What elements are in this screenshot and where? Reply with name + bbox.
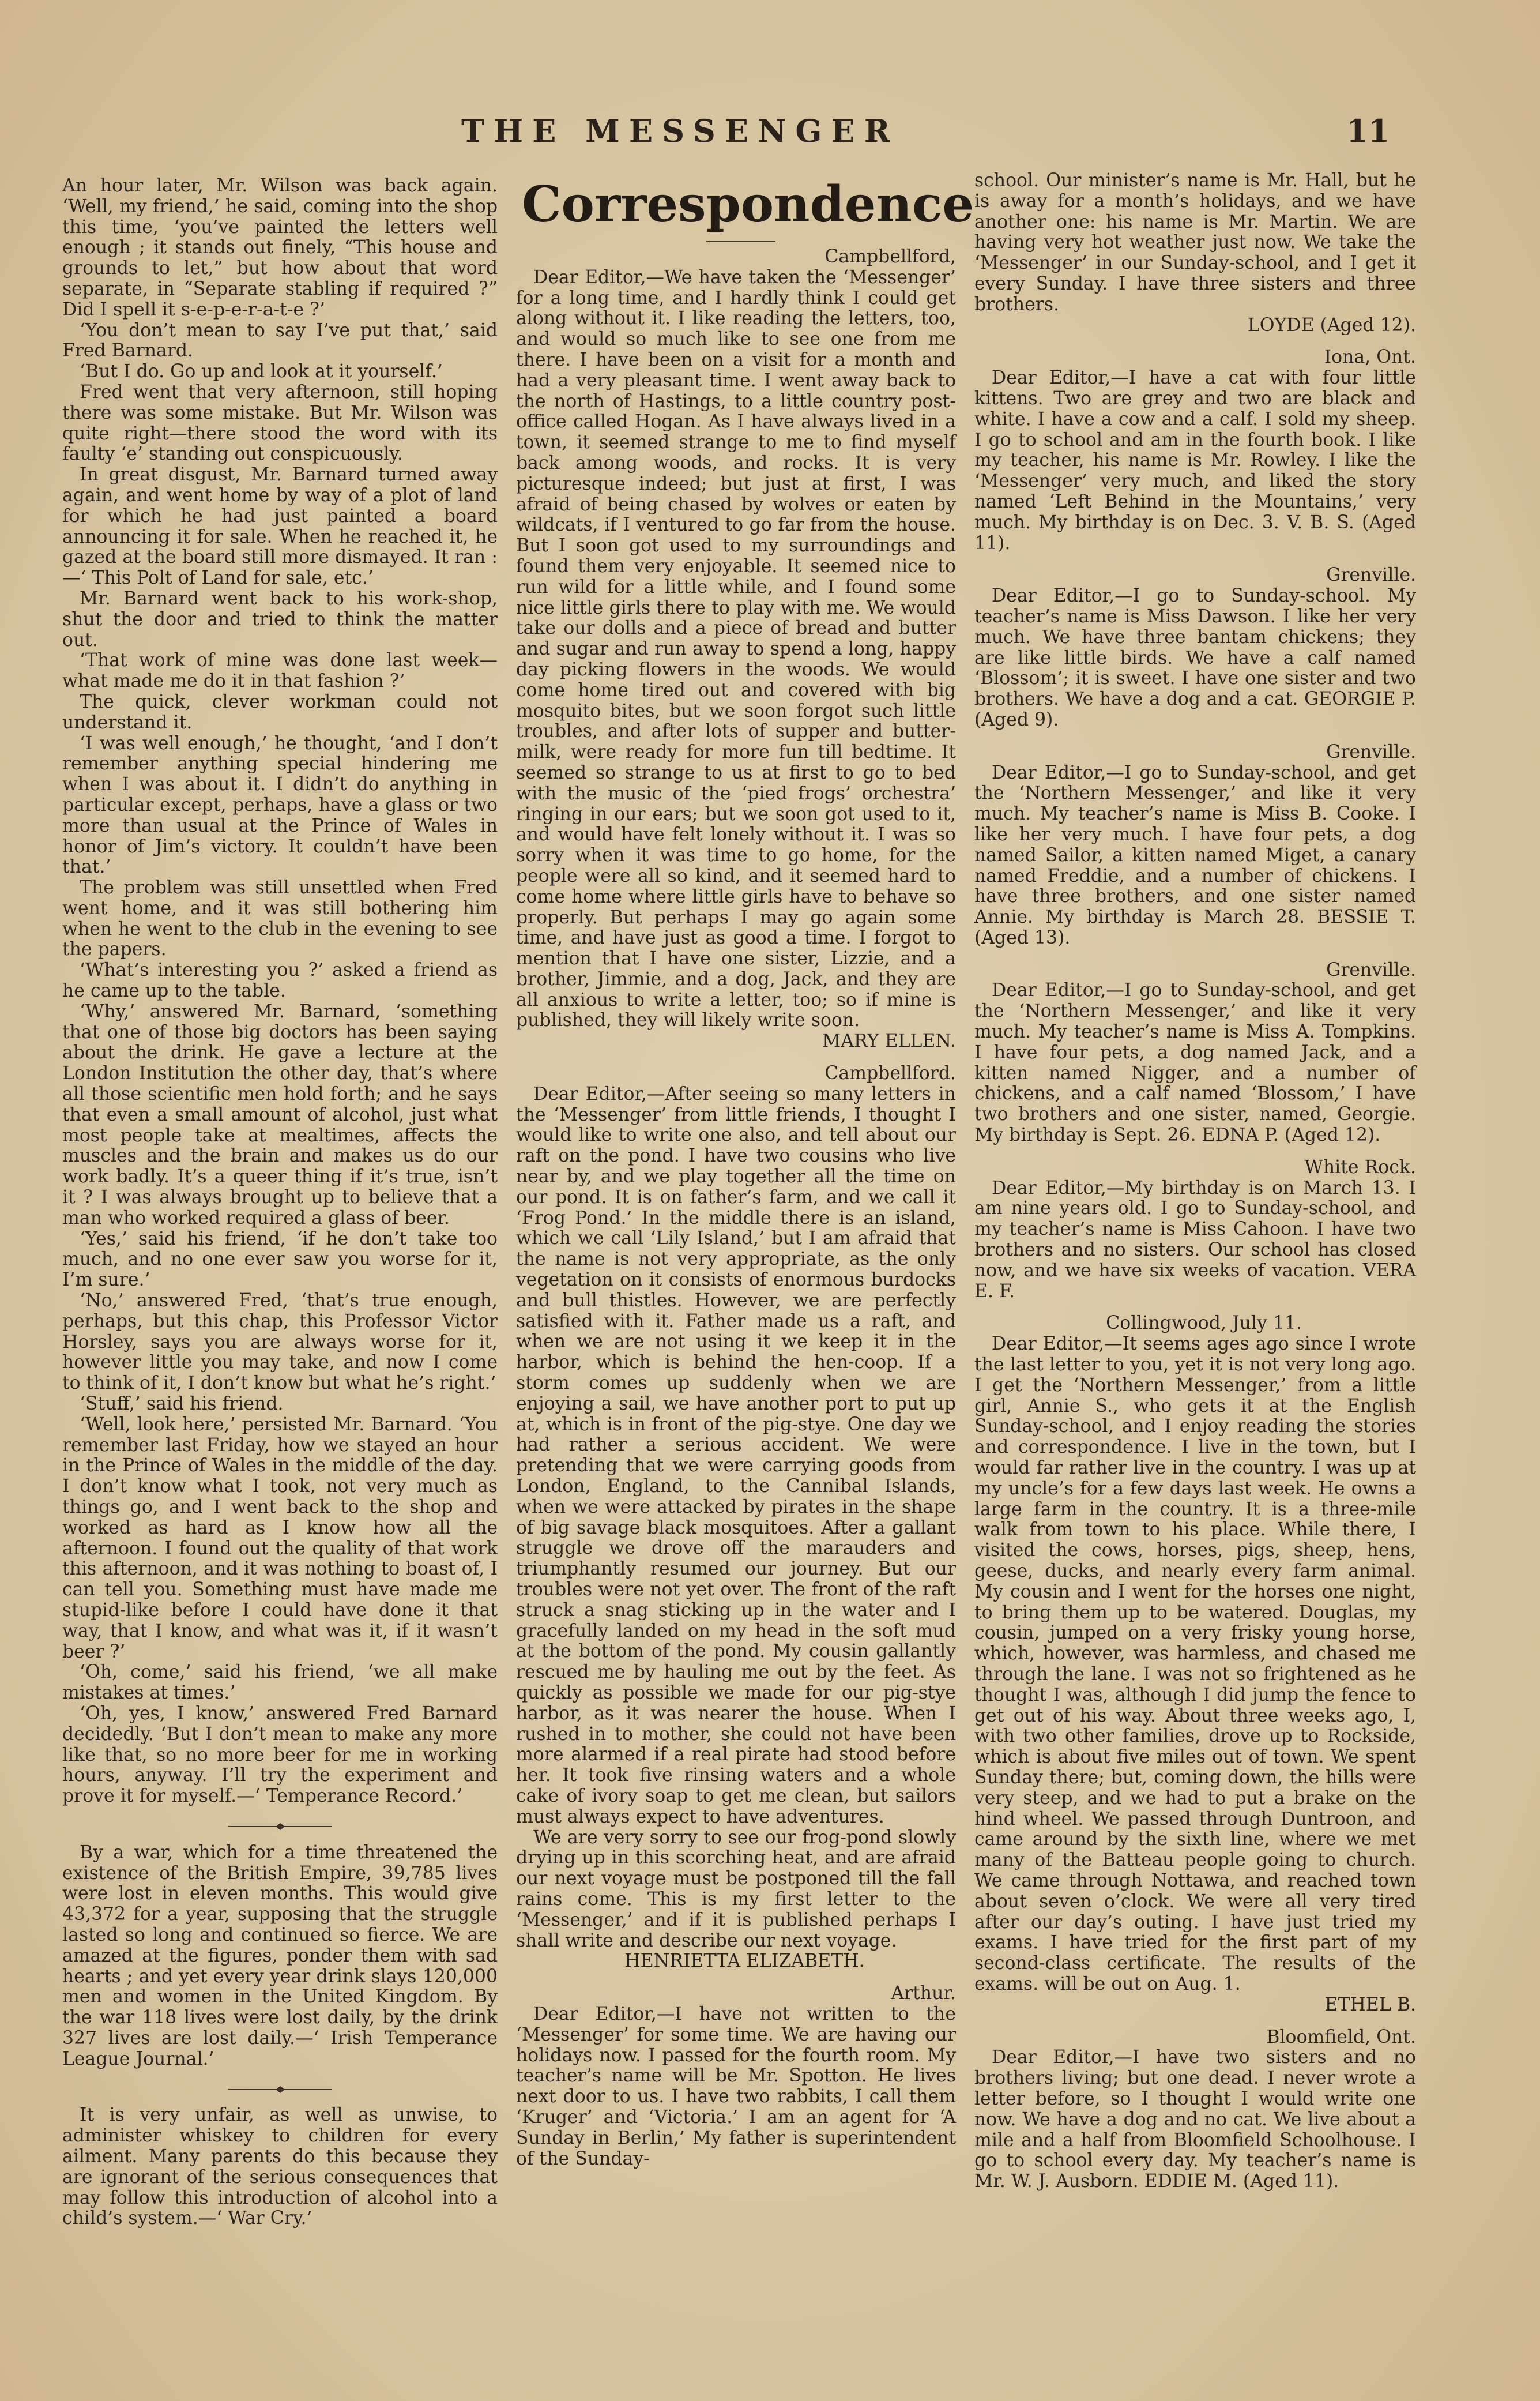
story-paragraph: ‘Oh, come,’ said his friend, ‘we all make mistakes at times.’ [62, 1662, 498, 1704]
letter-body: Dear Editor,—I go to Sunday-school, and get the ‘Northern Messenger,’ and like it very much. My teacher’s name is Miss A. Tompkins. I have four pets, a dog named Jack, and a kitten named Nigger, and a number of chickens, and a calf named ‘Blossom,’ I have two brothers and one sister, named, Georgie. My birthday is Sept. 26. EDNA P. (Aged 12). [974, 980, 1416, 1146]
letter-signature: MARY ELLEN. [822, 1031, 956, 1052]
section-heading: Correspondence [522, 175, 974, 234]
ornamental-divider [62, 2078, 498, 2099]
page-number: 11 [1346, 112, 1390, 149]
letter-place: Arthur. [891, 1983, 956, 2004]
story-paragraph: In great disgust, Mr. Barnard turned away again, and went home by way of a plot of land for which he had just painted a board announcing it for sale. When he reached it, he gazed at the board still more dismayed. It ran :—‘ This Polt of Land for sale, etc.’ [62, 464, 498, 589]
letter-place: Grenville. [1326, 741, 1416, 762]
letter-signature: LOYDE (Aged 12). [1247, 314, 1416, 336]
story-paragraph: The quick, clever workman could not understand it. [62, 691, 498, 733]
story-paragraph: ‘What’s interesting you ?’ asked a friend as he came up to the table. [62, 960, 498, 1002]
letter-place: Iona, Ont. [1324, 347, 1416, 368]
letter-body: Dear Editor,—It seems ages ago since I wrote the last letter to you, yet it is not very long ago. I get the ‘Northern Messenger,’ from a little girl, Annie S., who gets it at the English Sunday-school, and I enjoy reading the stories and correspondence. I live in the town, but I would far rather live in the country. I was up at my uncle’s for a few days last week. He owns a large farm in the country. It is a three-mile walk from town to his place. While there, I visited the cows, horses, pigs, sheep, hens, geese, ducks, and nearly every farm animal. My cousin and I went for the horses one night, to bring them up to be watered. Douglas, my cousin, jumped on a very frisky young horse, which, however, was harmless, and chased me through the lane. I was not so frightened as he thought I was, although I did jump the fence to get out of his way. About three weeks ago, I, with two other families, drove up to Rockside, which is about five miles out of town. We spent Sunday there; but, coming down, the hills were very steep, and we had to put a brake on the hind wheel. We passed through Duntroon, and came around by the sixth line, where we met many of the Batteau people going to church. We came through Nottawa, and reached town about seven o’clock. We were all very tired after our day’s outing. I have just tried my exams. I have tried for the first part of my second-class certificate. The results of the exams. will be out on Aug. 1. [974, 1333, 1416, 1994]
masthead [0, 112, 1540, 153]
story-paragraph: ‘That work of mine was done last week—what made me do it in that fashion ?’ [62, 650, 498, 692]
letter-place: Grenville. [1326, 959, 1416, 980]
column-letters [974, 171, 1416, 2192]
filler-paragraph: It is very unfair, as well as unwise, to administer whiskey to children for every ailment. Many parents do this because they are ignorant of the serious consequences that may follow this introduction of alcohol into a child’s system.—‘ War Cry.’ [62, 2105, 498, 2229]
story-paragraph: An hour later, Mr. Wilson was back again. ‘Well, my friend,’ he said, coming into the shop this time, ‘you’ve painted the letters well enough ; it stands out finely, “This house and grounds to let,” but how about that word separate, in “Separate stabling if required ?” Did I spell it s-e-p-e-r-a-t-e ?’ [62, 175, 498, 320]
story-paragraph: ‘Stuff,’ said his friend. [80, 1393, 284, 1415]
story-paragraph: ‘I was well enough,’ he thought, ‘and I don’t remember anything special hindering me when I was about it. I didn’t do anything in particular except, perhaps, have a glass or two more than usual at the Prince of Wales in honor of Jim’s victory. It couldn’t have been that.’ [62, 732, 498, 878]
story-paragraph: ‘You don’t mean to say I’ve put that,’ said Fred Barnard. [62, 320, 498, 362]
letter-body: Dear Editor,—I have a cat with four little kittens. Two are grey and two are black and white. I have a cow and a calf. I sold my sheep. I go to school and am in the fourth book. I like my teacher, his name is Mr. Rowley. I like the ‘Messenger’ very much, and liked the story named ‘Left Behind in the Mountains,’ very much. My birthday is on Dec. 3. V. B. S. (Aged 11). [974, 367, 1416, 554]
letter-place: Grenville. [1326, 565, 1416, 586]
letter-signature: HENRIETTA ELIZABETH. [624, 1951, 865, 1972]
ornamental-divider [62, 1815, 498, 1836]
letter-body: Dear Editor,—I have two sisters and no brothers living; but one dead. I never wrote a letter before, so I thought I would write one now. We have a dog and no cat. We live about a mile and a half from Bloomfield Schoolhouse. I go to school every day. My teacher’s name is Mr. W. J. Ausborn. EDDIE M. (Aged 11). [974, 2047, 1416, 2192]
letter-place: Campbellford, [824, 246, 956, 267]
column-correspondence [516, 175, 974, 2169]
story-paragraph: The problem was still unsettled when Fred went home, and it was still bothering him when he went to the club in the evening to see the papers. [62, 877, 498, 960]
story-paragraph: Fred went that very afternoon, still hoping there was some mistake. But Mr. Wilson was quite right—there stood the word with its faulty ‘e’ standing out conspicuously. [62, 381, 498, 465]
letter-body: Dear Editor,—I go to Sunday-school, and get the ‘Northern Messenger,’ and like it very much. My teacher’s name is Miss B. Cooke. I like her very much. I have four pets, a dog named Sailor, a kitten named Miget, a canary named Freddie, and a number of chickens. I have three brothers, and one sister named Annie. My birthday is March 28. BESSIE T. (Aged 13). [974, 762, 1416, 948]
newspaper-title: THE MESSENGER [461, 112, 899, 149]
letter-place: Campbellford. [824, 1063, 956, 1084]
column-story [62, 176, 498, 2229]
letter-place: White Rock. [1304, 1156, 1416, 1178]
letter-body: Dear Editor,—We have taken the ‘Messenger’ for a long time, and I hardly think I could get along without it. I like reading the letters, too, and would so much like to see one from me there. I have been on a visit for a month and had a very pleasant time. I went away back to the north of Hastings, to a little country post-office called Hogan. As I have always lived in a town, it seemed strange to me to find myself back among woods, and rocks. It is very picturesque indeed; but just at first, I was afraid of being chased by wolves or eaten by wildcats, if I ventured to go far from the house. But I soon got used to my surroundings and found them very enjoyable. It seemed nice to run wild for a little while, and I found some nice little girls there to play with me. We would take our dolls and a piece of bread and butter and sugar and run away to spend a long, happy day picking flowers in the woods. We would come home tired out and covered with big mosquito bites, but we soon forgot such little troubles, and after lots of supper and butter-milk, were ready for more fun till bedtime. It seemed so strange to us at first to go to bed with the music of the ‘pied frogs’ orchestra’ ringing in our ears; but we soon got used to it, and would have felt lonely without it. I was so sorry when it was time to go home, for the people were all so kind, and it seemed hard to come home where little girls have to behave so properly. But perhaps I may go again some time, and have just as good a time. I forgot to mention that I have one sister, Lizzie, and a brother, Jimmie, and a dog, Jack, and they are all anxious to write a letter, too; so if mine is published, they will likely write soon. [516, 266, 956, 1031]
letter-place: Collingwood, July 11. [1106, 1313, 1302, 1334]
letter-place: Bloomfield, Ont. [1266, 2026, 1416, 2047]
filler-paragraph: By a war, which for a time threatened the existence of the British Empire, 39,785 lives were lost in eleven months. This would give 43,372 for a year, supposing that the struggle lasted so long and continued so fierce. We are amazed at the figures, ponder them with sad hearts ; and yet every year drink slays 120,000 men and women in the United Kingdom. By the war 118 lives were lost daily, by the drink 327 lives are lost daily.—‘ Irish Temperance League Journal.’ [62, 1842, 498, 2069]
letter-body: Dear Editor,—After seeing so many letters in the ‘Messenger’ from little friends, I thought I would like to write one also, and tell about our raft on the pond. I have two cousins who live near by, and we play together all the time on our pond. It is on father’s farm, and we call it ‘Frog Pond.’ In the middle there is an island, which we call ‘Lily Island,’ but I am afraid that the name is not very appropriate, as the only vegetation on it consists of enormous burdocks and bull thistles. However, we are perfectly satisfied with it. Father made us a raft, and when we are not using it we keep it in the harbor, which is behind the hen-coop. If a storm comes up suddenly when we are enjoying a sail, we have another port to put up at, which is in front of the pig-stye. One day we had rather a serious accident. We were pretending that we were carrying goods from London, England, to the Cannibal Islands, when we were attacked by pirates in the shape of big savage black mosquitoes. After a gallant struggle we drove off the marauders and triumphantly resumed our journey. But our troubles were not yet over. The front of the raft struck a snag sticking up in the water and I gracefully landed on my head in the soft mud at the bottom of the pond. My cousin gallantly rescued me by hauling me out by the feet. As quickly as possible we made for our pig-stye harbor, as it was nearer the house. When I rushed in to mother, she could not have been more alarmed if a real pirate had stood before her. It took five rinsing waters and a whole cake of ivory soap to get me clean, but sailors must always expect to have adventures. [516, 1083, 956, 1827]
story-paragraph: ‘No,’ answered Fred, ‘that’s true enough, perhaps, but this chap, this Professor Victor Horsley, says you are always worse for it, however little you may take, and now I come to think of it, I don’t know but what he’s right.’ [62, 1290, 498, 1394]
letter-body: We are very sorry to see our frog-pond slowly drying up in this scorching heat, and are afraid our next voyage must be postponed till the fall rains come. This is my first letter to the ‘Messenger,’ and if it is published perhaps I shall write and describe our next voyage. [516, 1827, 956, 1951]
letter-body: Dear Editor,—I go to Sunday-school. My teacher’s name is Miss Dawson. I like her very much. We have three bantam chickens; they are like little birds. We have a calf named ‘Blossom’; it is sweet. I have one sister and two brothers. We have a dog and a cat. GEORGIE P. (Aged 9). [974, 585, 1416, 730]
letter-body: Dear Editor,—My birthday is on March 13. I am nine years old. I go to Sunday-school, and my teacher’s name is Miss Cahoon. I have two brothers and no sisters. Our school has closed now, and we have six weeks of vacation. VERA E. F. [974, 1177, 1416, 1302]
letter-body: Dear Editor,—I have not written to the ‘Messenger’ for some time. We are having our holidays now. I passed for the fourth room. My teacher’s name will be Mr. Spotton. He lives next door to us. I have two rabbits, I call them ‘Kruger’ and ‘Victoria.’ I am an agent for ‘A Sunday in Berlin,’ My father is superintendent of the Sunday- [516, 2003, 956, 2169]
story-paragraph: ‘Why,’ answered Mr. Barnard, ‘something that one of those big doctors has been saying about the drink. He gave a lecture at the London Institution the other day, that’s where all those scientific men hold forth; and he says that even a small amount of alcohol, just what most people take at mealtimes, affects the muscles and the brain and makes us do our work badly. It’s a queer thing if it’s true, isn’t it ? I was always brought up to believe that a man who worked required a glass of beer. [62, 1001, 498, 1228]
letter-body: school. Our minister’s name is Mr. Hall, but he is away for a month’s holidays, and we have another one: his name is Mr. Martin. We are having very hot weather just now. We take the ‘Messenger’ in our Sunday-school, and I get it every Sunday. I have three sisters and three brothers. [974, 170, 1416, 315]
heading-rule [706, 241, 775, 242]
story-paragraph: ‘Yes,’ said his friend, ‘if he don’t take too much, and no one ever saw you worse for it, I’m sure.’ [62, 1228, 498, 1291]
story-paragraph: ‘Well, look here,’ persisted Mr. Barnard. ‘You remember last Friday, how we stayed an hour in the Prince of Wales in the middle of the day. I don’t know what I took, not very much as things go, and I went back to the shop and worked as hard as I know how all the afternoon. I found out the quality of that work this afternoon, and it was nothing to boast of, I can tell you. Something must have made me stupid-like before I could have done it that way, that I know, and what was it, if it wasn’t beer ?’ [62, 1414, 498, 1662]
letter-signature: ETHEL B. [1324, 1994, 1416, 2015]
story-paragraph: Mr. Barnard went back to his work-shop, shut the door and tried to think the matter out. [62, 588, 498, 651]
story-paragraph: ‘But I do. Go up and look at it yourself.’ [80, 361, 443, 382]
story-paragraph: ‘Oh, yes, I know,’ answered Fred Barnard decidedly. ‘But I don’t mean to make any more like that, so no more beer for me in working hours, anyway. I’ll try the experiment and prove it for myself.—‘ Temperance Record.’ [62, 1703, 498, 1807]
